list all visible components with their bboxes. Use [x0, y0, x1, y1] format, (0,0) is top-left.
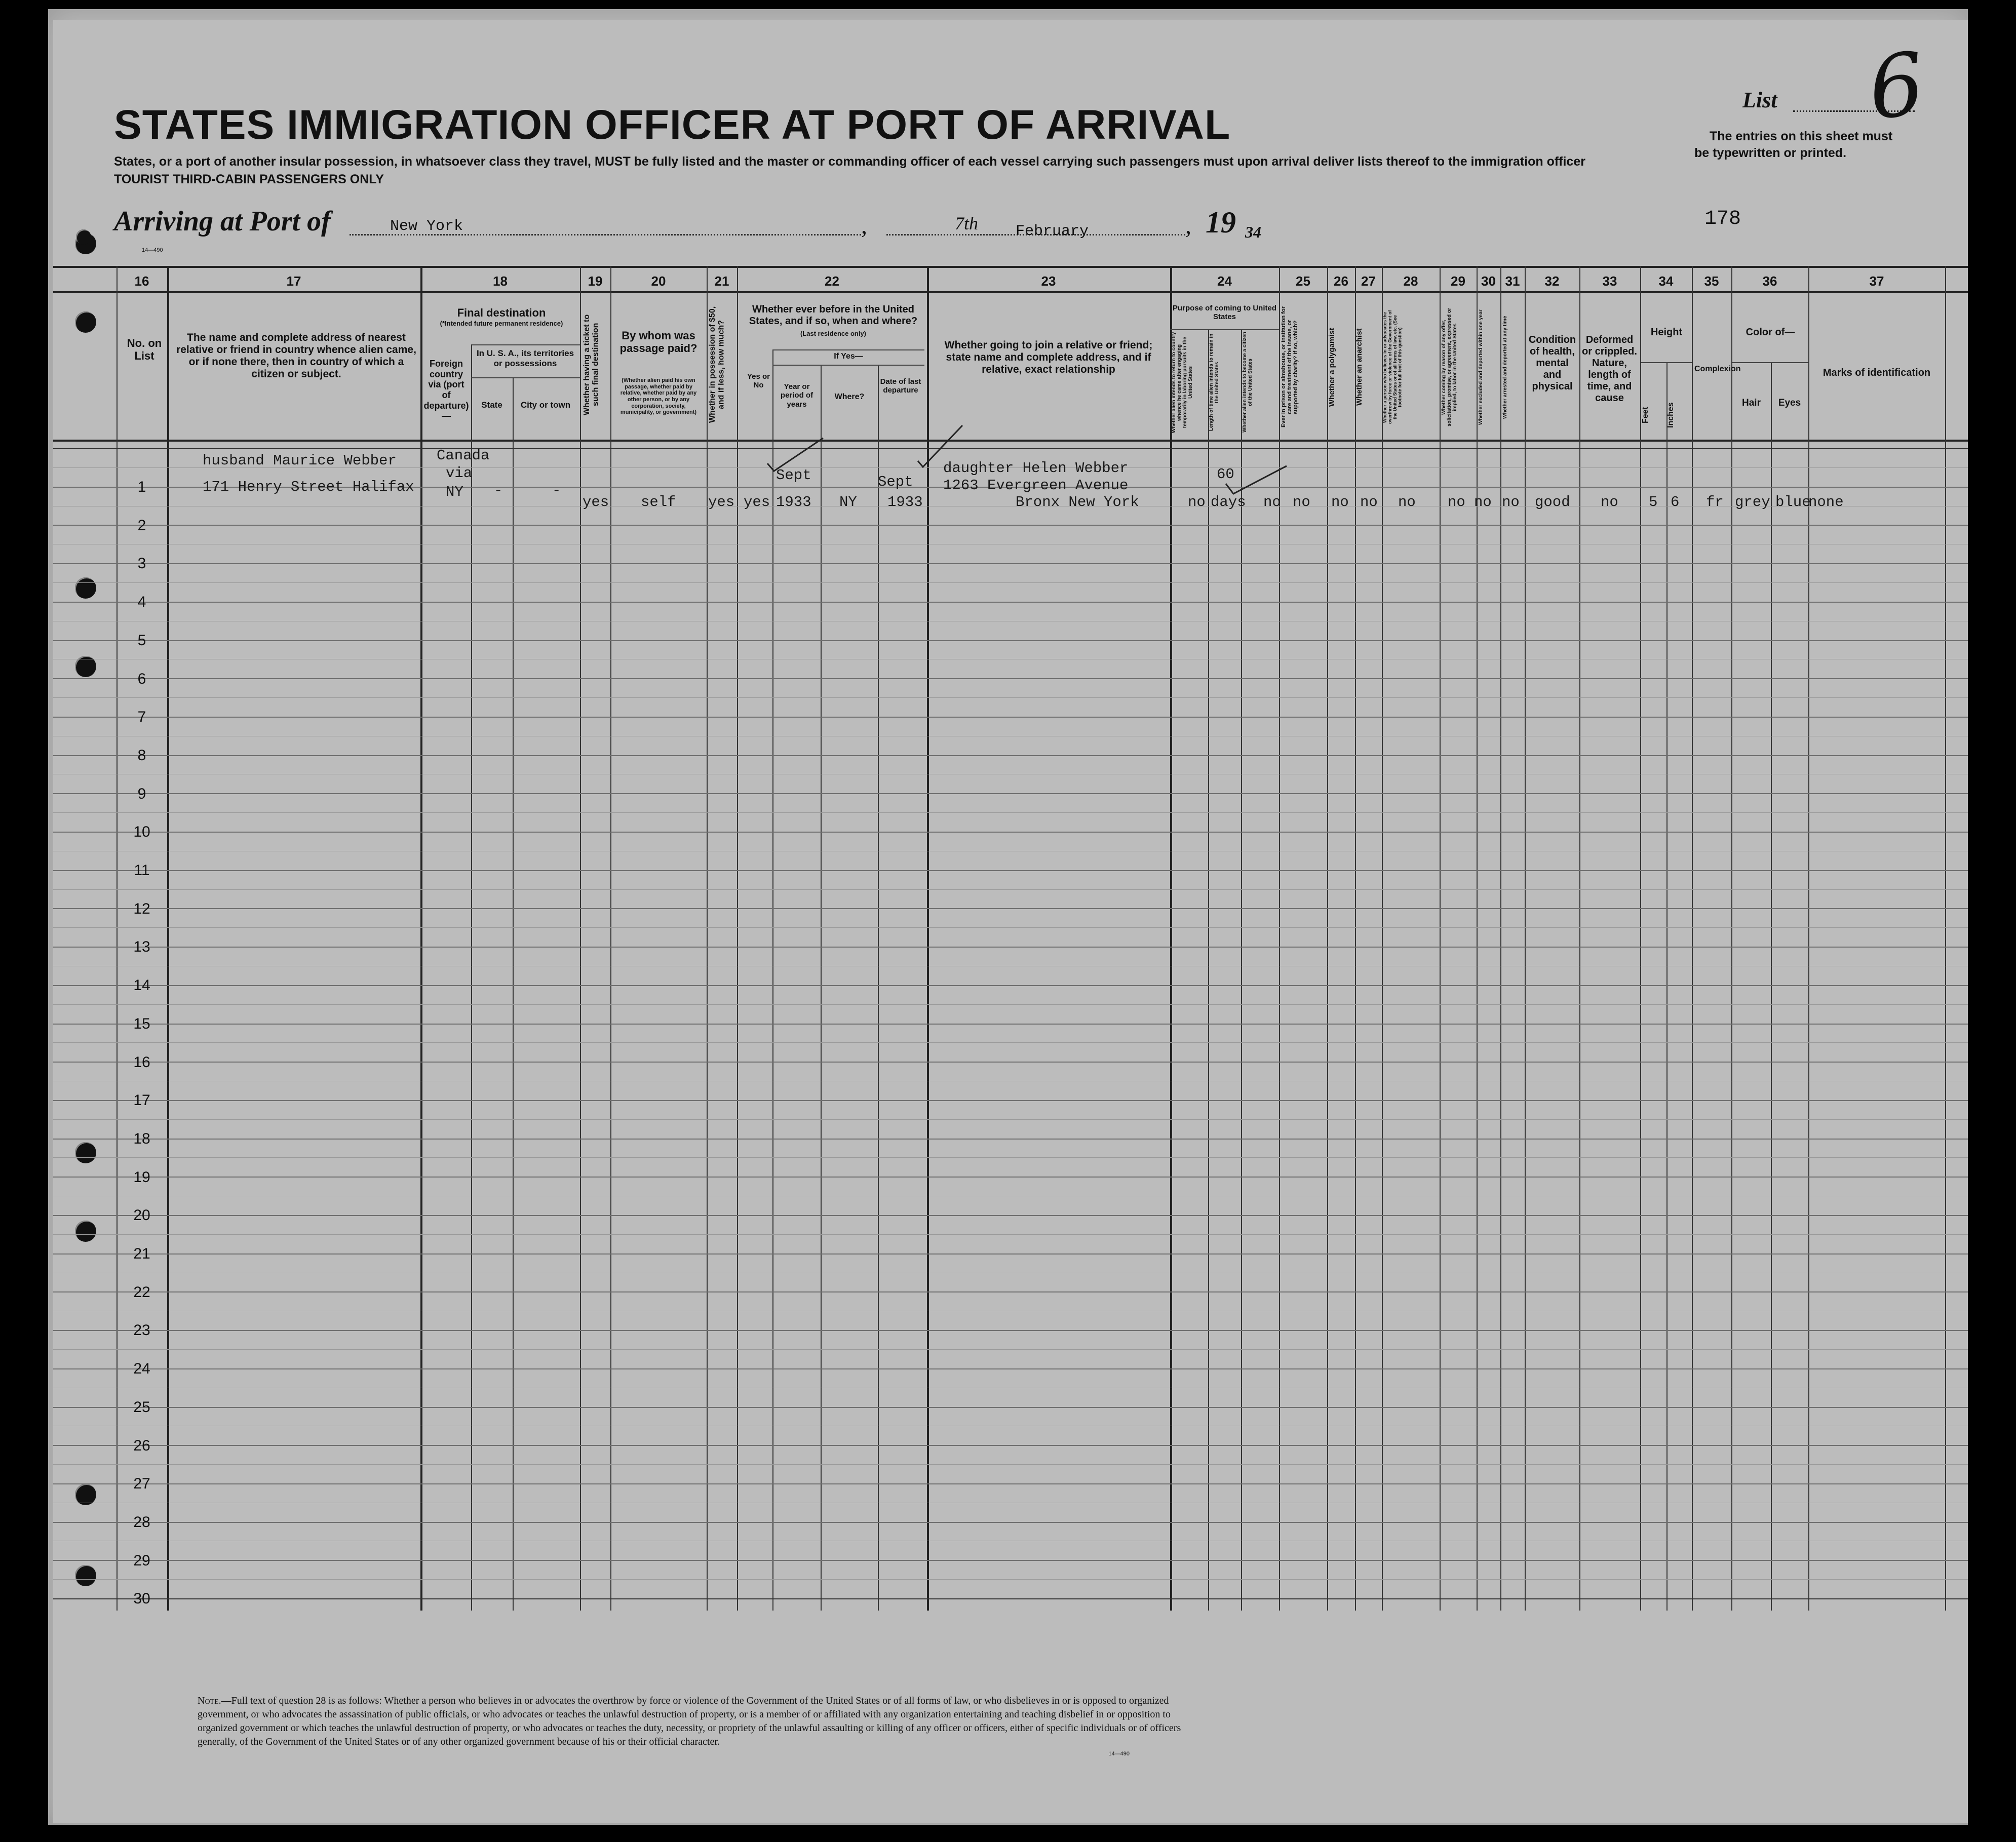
col27-header: Whether an anarchist	[1355, 328, 1364, 406]
col18-city: City or town	[520, 400, 571, 410]
entry-overthrow: no	[1398, 494, 1416, 511]
entry-foreign-line2: via	[446, 465, 473, 482]
col34-rule	[1641, 362, 1692, 363]
col22-where: Where?	[834, 393, 865, 401]
row-half-rule	[53, 1579, 1968, 1580]
form-class: TOURIST THIRD-CABIN PASSENGERS ONLY	[114, 172, 384, 186]
row-rule	[53, 947, 1968, 948]
entry-return: no	[1188, 494, 1206, 511]
entry-join-line3: Bronx New York	[1016, 494, 1139, 511]
col34-inches: Inches	[1666, 402, 1675, 428]
row-rule	[53, 755, 1968, 756]
binder-hole-icon	[75, 577, 96, 599]
col16-header: No. on List	[127, 337, 162, 363]
row-number: 7	[137, 709, 146, 725]
column-number: 24	[1217, 273, 1232, 289]
row-half-rule	[53, 697, 1968, 698]
col22-year: Year or period of years	[780, 382, 813, 409]
row-rule	[53, 448, 1968, 449]
col24-b: Length of time alien intends to remain in the United States	[1209, 333, 1220, 432]
column-number: 32	[1544, 273, 1560, 289]
row-rule	[53, 870, 1968, 871]
column-number: 28	[1403, 273, 1418, 289]
row-number: 28	[133, 1514, 150, 1531]
column-number: 27	[1361, 273, 1376, 289]
row-rule	[53, 1215, 1968, 1216]
column-number: 17	[286, 273, 301, 289]
footnote	[198, 1694, 1190, 1757]
row-number: 10	[133, 824, 150, 840]
column-number: 26	[1334, 273, 1348, 289]
col37-header: Marks of identification	[1823, 367, 1931, 378]
table-header-rule	[53, 440, 1968, 442]
footnote-code: 14—490	[1108, 1751, 1130, 1757]
entry-paid-by: self	[641, 494, 676, 511]
row-number: 1	[137, 479, 146, 495]
entry-city: -	[552, 482, 561, 499]
entry-polygamist: no	[1331, 494, 1349, 511]
row-number: 13	[133, 938, 150, 955]
row-number: 22	[133, 1284, 150, 1301]
col36-title: Color of—	[1746, 327, 1795, 338]
row-half-rule	[53, 927, 1968, 928]
entry-anarchist: no	[1360, 494, 1378, 511]
year-prefix: 19	[1206, 206, 1236, 239]
entry-foreign-line1: Canada	[437, 447, 490, 464]
column-number: 19	[588, 273, 603, 289]
column-number: 23	[1041, 273, 1056, 289]
binder-hole-icon	[75, 1142, 96, 1163]
entry-before-where: NY	[839, 494, 857, 511]
list-label: List	[1742, 88, 1777, 112]
paper-sheet	[53, 20, 1968, 1823]
arriving-label: Arriving at Port of	[114, 206, 331, 237]
row-number: 6	[137, 671, 146, 687]
row-rule	[53, 717, 1968, 718]
entry-join-line2: 1263 Evergreen Avenue	[943, 477, 1129, 494]
row-rule	[53, 1139, 1968, 1140]
row-rule	[53, 832, 1968, 833]
row-rule	[53, 1062, 1968, 1063]
row-rule	[53, 1368, 1968, 1369]
col22-rule	[772, 365, 924, 366]
row-number: 4	[137, 594, 146, 610]
entry-before-year-1: Sept	[776, 467, 811, 484]
column-number: 20	[651, 273, 666, 289]
typewritten-note-2: be typewritten or printed.	[1694, 146, 1847, 160]
col24-c: Whether alien intends to become a citizen of the United States	[1242, 332, 1253, 433]
column-number: 35	[1704, 273, 1719, 289]
col30-header: Whether excluded and deported within one year	[1478, 309, 1484, 425]
binder-hole-icon	[75, 311, 96, 333]
row-number: 2	[137, 517, 146, 534]
row-rule	[53, 1445, 1968, 1446]
subcolumn-divider	[821, 365, 822, 1611]
col22-yesno: Yes or No	[747, 372, 770, 390]
column-number: 36	[1762, 273, 1777, 289]
binder-hole-icon	[75, 1221, 96, 1242]
row-number: 8	[137, 747, 146, 764]
column-number: 16	[134, 273, 149, 289]
col28-header: Whether a person who believes in or advocates the overthrow by force or violence of the Government of the United States or of all forms of law, etc. (See footnote for full text of this question)	[1382, 310, 1403, 424]
row-rule	[53, 1100, 1968, 1101]
row-number: 12	[133, 900, 150, 917]
row-rule	[53, 1024, 1968, 1025]
year-suffix: 34	[1245, 223, 1261, 241]
entry-last-dep-1: Sept	[878, 474, 913, 490]
form-title: STATES IMMIGRATION OFFICER AT PORT OF ARRIVAL	[114, 102, 1231, 148]
entry-foreign-line3: NY	[446, 484, 463, 500]
row-half-rule	[53, 1234, 1968, 1235]
column-number: 18	[493, 273, 508, 289]
entry-state: -	[494, 482, 503, 499]
entry-eyes: blue	[1775, 494, 1811, 511]
entry-relative-line2: 171 Henry Street Halifax	[203, 479, 414, 495]
row-number: 3	[137, 555, 146, 572]
row-number: 15	[133, 1015, 150, 1032]
row-number: 14	[133, 977, 150, 994]
col36-hair: Hair	[1742, 398, 1761, 408]
entry-feet: 5	[1649, 494, 1658, 511]
entry-fifty: yes	[708, 494, 735, 511]
row-rule	[53, 1291, 1968, 1292]
row-rule	[53, 1330, 1968, 1331]
col33-header: Deformed or crippled. Nature, length of time, and cause	[1582, 334, 1637, 404]
row-number: 25	[133, 1399, 150, 1416]
col18-state: State	[481, 400, 502, 410]
row-half-rule	[53, 1119, 1968, 1120]
subcolumn-divider	[1666, 362, 1668, 1611]
entry-health: good	[1535, 494, 1570, 511]
row-half-rule	[53, 1349, 1968, 1350]
table-colnum-rule	[53, 291, 1968, 293]
col18-rule	[471, 344, 580, 345]
entry-inches: 6	[1671, 494, 1680, 511]
column-number: 21	[714, 273, 729, 289]
row-number: 5	[137, 632, 146, 649]
month-value: February	[1016, 223, 1089, 240]
col22-title: Whether ever before in the United States, and if so, when and where?	[749, 304, 918, 327]
entry-complexion: fr	[1706, 494, 1724, 511]
entry-length-1: 60	[1217, 466, 1234, 483]
row-half-rule	[53, 1042, 1968, 1043]
column-number: 33	[1602, 273, 1617, 289]
col18-foreign: Foreign country via (port of departure)—	[423, 359, 469, 421]
col22-rule	[772, 349, 924, 350]
row-number: 9	[137, 786, 146, 802]
comma: ,	[861, 212, 867, 239]
entry-ticket: yes	[583, 494, 609, 511]
col34-feet: Feet	[1641, 407, 1650, 424]
row-rule	[53, 1522, 1968, 1523]
col24-rule	[1170, 329, 1279, 330]
col36-rule	[1732, 362, 1808, 363]
row-rule	[53, 1598, 1968, 1599]
row-number: 21	[133, 1245, 150, 1262]
binder-hole-icon	[75, 1484, 96, 1505]
row-half-rule	[53, 889, 1968, 890]
page-number: 178	[1704, 208, 1741, 230]
row-rule	[53, 1407, 1968, 1408]
col20-title: By whom was passage paid?	[619, 329, 697, 355]
col18-sub: (*Intended future permanent residence)	[440, 320, 563, 327]
col32-header: Condition of health, mental and physical	[1528, 334, 1576, 392]
entry-arrested: no	[1502, 494, 1520, 511]
col21-header: Whether in possession of $50, and if less, how much?	[708, 306, 726, 423]
col29-header: Whether coming by reason of any offer, solicitation, promise, or agreement, expressed or implied, to labor in the United States	[1441, 308, 1458, 426]
col20-sub: (Whether alien paid his own passage, whether paid by relative, whether paid by any other person, or by any corporation, society, municipality, or government)	[620, 377, 697, 416]
row-number: 30	[133, 1590, 150, 1607]
subcolumn-divider	[471, 344, 472, 1611]
checkmark-icon	[760, 436, 831, 476]
row-number: 18	[133, 1130, 150, 1147]
col19-header: Whether having a ticket to such final destination	[583, 314, 600, 415]
binder-hole-icon	[76, 229, 91, 245]
entry-excluded: no	[1474, 494, 1492, 511]
row-number: 17	[133, 1092, 150, 1109]
footnote-text: Full text of question 28 is as follows: Whether a person who believes in or advocates the overthrow by force or violence of the Government of the United States or of all forms of law, or who disbelieves in or is opposed to organized government, or who advocates the assassination of public officials, or who advocates or teaches the unlawful destruction of property, or is a member of or affiliated with any organization entertaining and teaching disbelief in or opposition to organized government or which teaches the unlawful destruction of property, or who advocates or teaches the duty, necessity, or propriety of the unlawful assaulting or killing of any officer or officers, either of specific individuals or of officers generally, of the Government of the United States or of any other organized government because of his or their official character.	[198, 1695, 1181, 1747]
entry-before-year-2: 1933	[776, 494, 811, 511]
col22-sub: (Last residence only)	[800, 330, 867, 337]
checkmark-icon	[1221, 458, 1292, 504]
row-rule	[53, 908, 1968, 909]
subcolumn-divider	[772, 349, 773, 1611]
row-rule	[53, 985, 1968, 986]
col17-header: The name and complete address of nearest relative or friend in country whence alien came, or if none there, then in country of which a citizen or subject.	[176, 332, 416, 380]
row-rule	[53, 563, 1968, 564]
col35-header: Complexion	[1694, 365, 1741, 373]
row-number: 19	[133, 1169, 150, 1186]
subcolumn-divider	[878, 365, 879, 1611]
col26-header: Whether a polygamist	[1328, 328, 1336, 407]
entry-relative-line1: husband Maurice Webber	[203, 452, 397, 469]
row-rule	[53, 678, 1968, 679]
row-rule	[53, 640, 1968, 641]
row-number: 29	[133, 1552, 150, 1569]
footnote-lead: Note.—	[198, 1695, 231, 1706]
col18-rule	[471, 377, 580, 378]
row-half-rule	[53, 1004, 1968, 1005]
row-rule	[53, 1483, 1968, 1484]
entry-before-yesno: yes	[744, 494, 770, 511]
entry-length-2: days	[1211, 494, 1246, 511]
form-instruction: States, or a port of another insular possession, in whatsoever class they travel, MUST be fully listed and the master or commanding officer of each vessel carrying such passengers must upon arrival deliver lists thereof to the immigration officer	[114, 154, 1585, 169]
entry-last-dep-2: 1933	[887, 494, 923, 511]
port-value: New York	[390, 218, 463, 235]
subcolumn-divider	[1208, 329, 1209, 1611]
row-number: 23	[133, 1322, 150, 1339]
row-number: 16	[133, 1054, 150, 1071]
column-number: 37	[1869, 273, 1884, 289]
row-half-rule	[53, 1464, 1968, 1465]
column-number: 25	[1296, 273, 1310, 289]
binder-hole-icon	[75, 1565, 96, 1586]
subcolumn-divider	[1241, 329, 1242, 1611]
col18-usa: In U. S. A., its territories or possessions	[476, 348, 574, 368]
list-number: 6	[1864, 33, 1929, 140]
typewritten-note-1: The entries on this sheet must	[1710, 129, 1893, 143]
column-number: 22	[825, 273, 839, 289]
entry-citizen: no	[1263, 494, 1281, 511]
col34-title: Height	[1650, 327, 1683, 338]
row-number: 24	[133, 1360, 150, 1377]
column-number: 31	[1505, 273, 1520, 289]
col25-header: Ever in prison or almshouse, or institution for care and treatment of the insane, or supported by charity? If so, which?	[1281, 306, 1299, 428]
row-half-rule	[53, 582, 1968, 583]
row-half-rule	[53, 1157, 1968, 1158]
row-number: 27	[133, 1475, 150, 1492]
row-rule	[53, 1177, 1968, 1178]
day-value: 7th	[955, 213, 979, 233]
form-code-small: 14—490	[142, 247, 163, 253]
row-half-rule	[53, 812, 1968, 813]
comma: ,	[1185, 212, 1191, 239]
entry-hair: grey	[1735, 494, 1770, 511]
subcolumn-divider	[1771, 362, 1772, 1611]
row-rule	[53, 525, 1968, 526]
col22-ifyes: If Yes—	[834, 352, 863, 361]
entry-prison: no	[1293, 494, 1310, 511]
row-number: 11	[134, 862, 150, 879]
column-number: 34	[1658, 273, 1674, 289]
entry-marks: none	[1808, 494, 1844, 511]
entry-join-line1: daughter Helen Webber	[943, 460, 1129, 477]
checkmark-icon	[912, 420, 967, 471]
row-number: 20	[133, 1207, 150, 1224]
entry-labor: no	[1448, 494, 1465, 511]
col24-title: Purpose of coming to United States	[1173, 304, 1276, 322]
col23-header: Whether going to join a relative or friend; state name and complete address, and if relative, exact relationship	[944, 339, 1153, 376]
entry-deformed: no	[1601, 494, 1618, 511]
row-rule	[53, 1253, 1968, 1255]
table-top-rule	[53, 266, 1968, 268]
row-number: 26	[133, 1437, 150, 1454]
column-number: 30	[1481, 273, 1496, 289]
col22-date: Date of last departure	[880, 377, 921, 395]
row-rule	[53, 793, 1968, 794]
col24-a: Whether alien intends to return to country whence he came after engaging temporarily in laboring pursuits in the United States	[1171, 332, 1193, 433]
column-number: 29	[1451, 273, 1465, 289]
col31-header: Whether arrested and deported at any time	[1502, 316, 1508, 419]
row-rule	[53, 602, 1968, 603]
col18-title: Final destination	[457, 306, 546, 319]
row-rule	[53, 1560, 1968, 1561]
col36-eyes: Eyes	[1778, 398, 1801, 408]
